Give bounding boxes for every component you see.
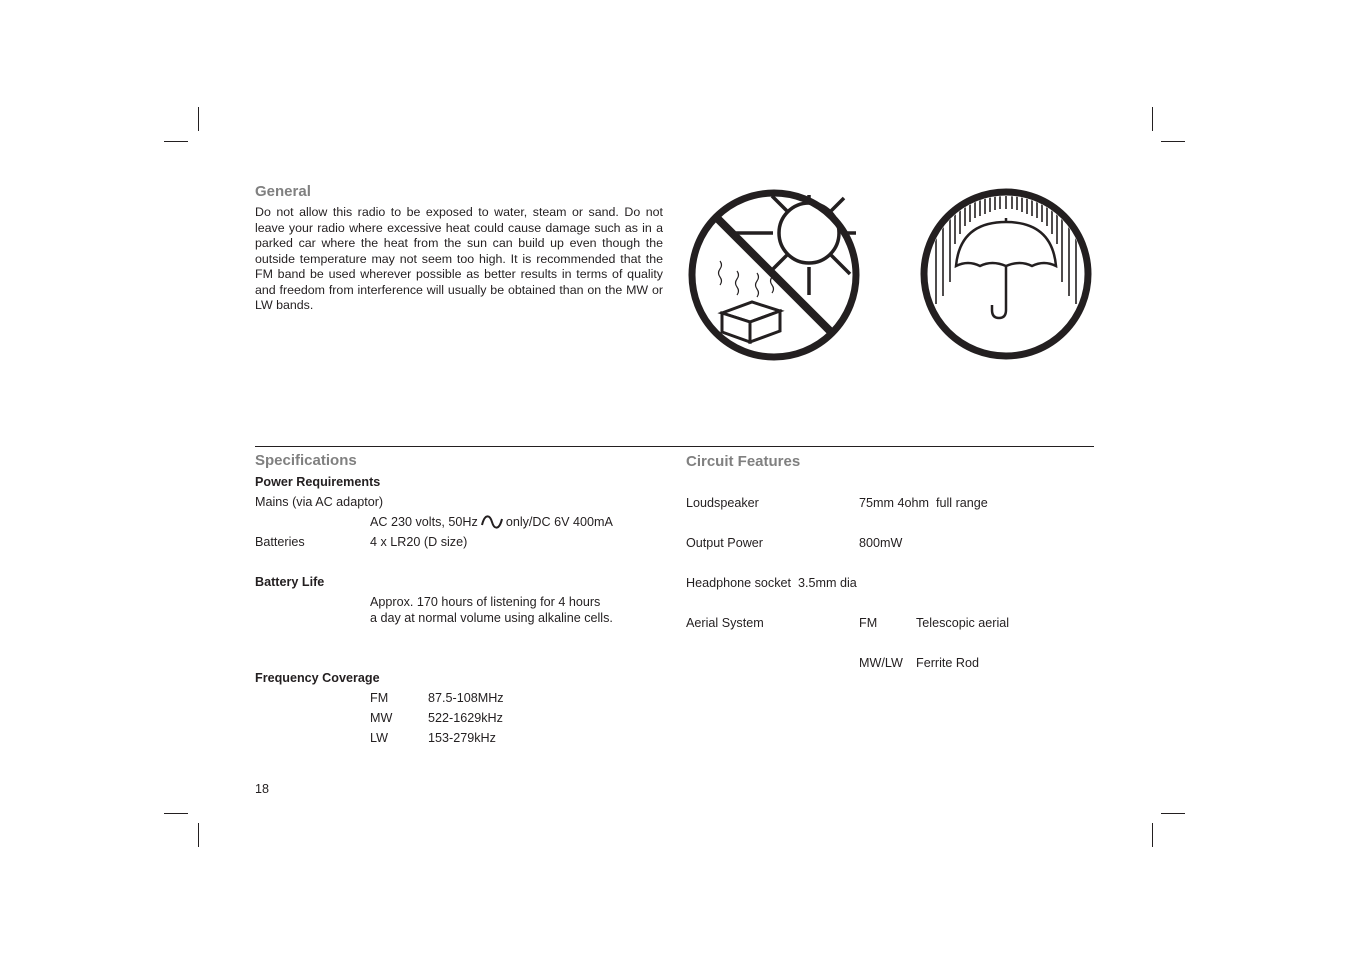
- general-text: Do not allow this radio to be exposed to water, steam or sand. Do not leave your radio where excessive heat could cause damage such as in a parked car where the heat from the sun can build up even though the outside temperature may not seem too high. It is recommended that the FM band be used wherever possible as better results in terms of quality and freedom from interference will usually be obtained than on the MW or LW bands.: [255, 205, 663, 312]
- circuit-features-title: Circuit Features: [686, 453, 801, 470]
- aerial-fm-band: FM: [859, 616, 878, 630]
- aerial-mw-value: Ferrite Rod: [916, 656, 979, 670]
- frequency-range: 153-279kHz: [428, 731, 496, 745]
- crop-mark: [164, 141, 188, 142]
- frequency-band: LW: [370, 731, 388, 745]
- umbrella-rain-icon: [916, 184, 1096, 364]
- crop-mark: [164, 813, 188, 814]
- crop-mark: [1152, 107, 1153, 131]
- ac-wave-icon: [481, 515, 503, 529]
- headphone-socket: Headphone socket 3.5mm dia: [686, 576, 857, 590]
- no-heat-sun-icon: [684, 185, 864, 365]
- page-number: 18: [255, 782, 270, 796]
- battery-life-heading: Battery Life: [255, 575, 325, 589]
- mains-value-dc: only/DC 6V 400mA: [505, 515, 613, 529]
- output-power-value: 800mW: [859, 536, 903, 550]
- battery-life-line-2: a day at normal volume using alkaline cells.: [370, 611, 613, 625]
- loudspeaker-label: Loudspeaker: [686, 496, 759, 510]
- mains-label: Mains (via AC adaptor): [255, 495, 384, 509]
- crop-mark: [1152, 823, 1153, 847]
- frequency-coverage-heading: Frequency Coverage: [255, 671, 380, 685]
- frequency-band: FM: [370, 691, 389, 705]
- specifications-title: Specifications: [255, 452, 357, 469]
- general-title: General: [255, 183, 311, 200]
- crop-mark: [198, 823, 199, 847]
- loudspeaker-value: 75mm 4ohm full range: [859, 496, 988, 510]
- batteries-label: Batteries: [255, 535, 305, 549]
- aerial-mw-band: MW/LW: [859, 656, 903, 670]
- aerial-system-label: Aerial System: [686, 616, 764, 630]
- battery-life-line-1: Approx. 170 hours of listening for 4 hours: [370, 595, 601, 609]
- power-requirements-heading: Power Requirements: [255, 475, 381, 489]
- section-divider: [255, 446, 1094, 447]
- mains-value-ac: AC 230 volts, 50Hz: [370, 515, 478, 529]
- frequency-band: MW: [370, 711, 393, 725]
- aerial-fm-value: Telescopic aerial: [916, 616, 1010, 630]
- output-power-label: Output Power: [686, 536, 764, 550]
- mains-value: [370, 514, 613, 530]
- frequency-range: 522-1629kHz: [428, 711, 503, 725]
- crop-mark: [198, 107, 199, 131]
- crop-mark: [1161, 141, 1185, 142]
- crop-mark: [1161, 813, 1185, 814]
- batteries-value: 4 x LR20 (D size): [370, 535, 468, 549]
- frequency-range: 87.5-108MHz: [428, 691, 504, 705]
